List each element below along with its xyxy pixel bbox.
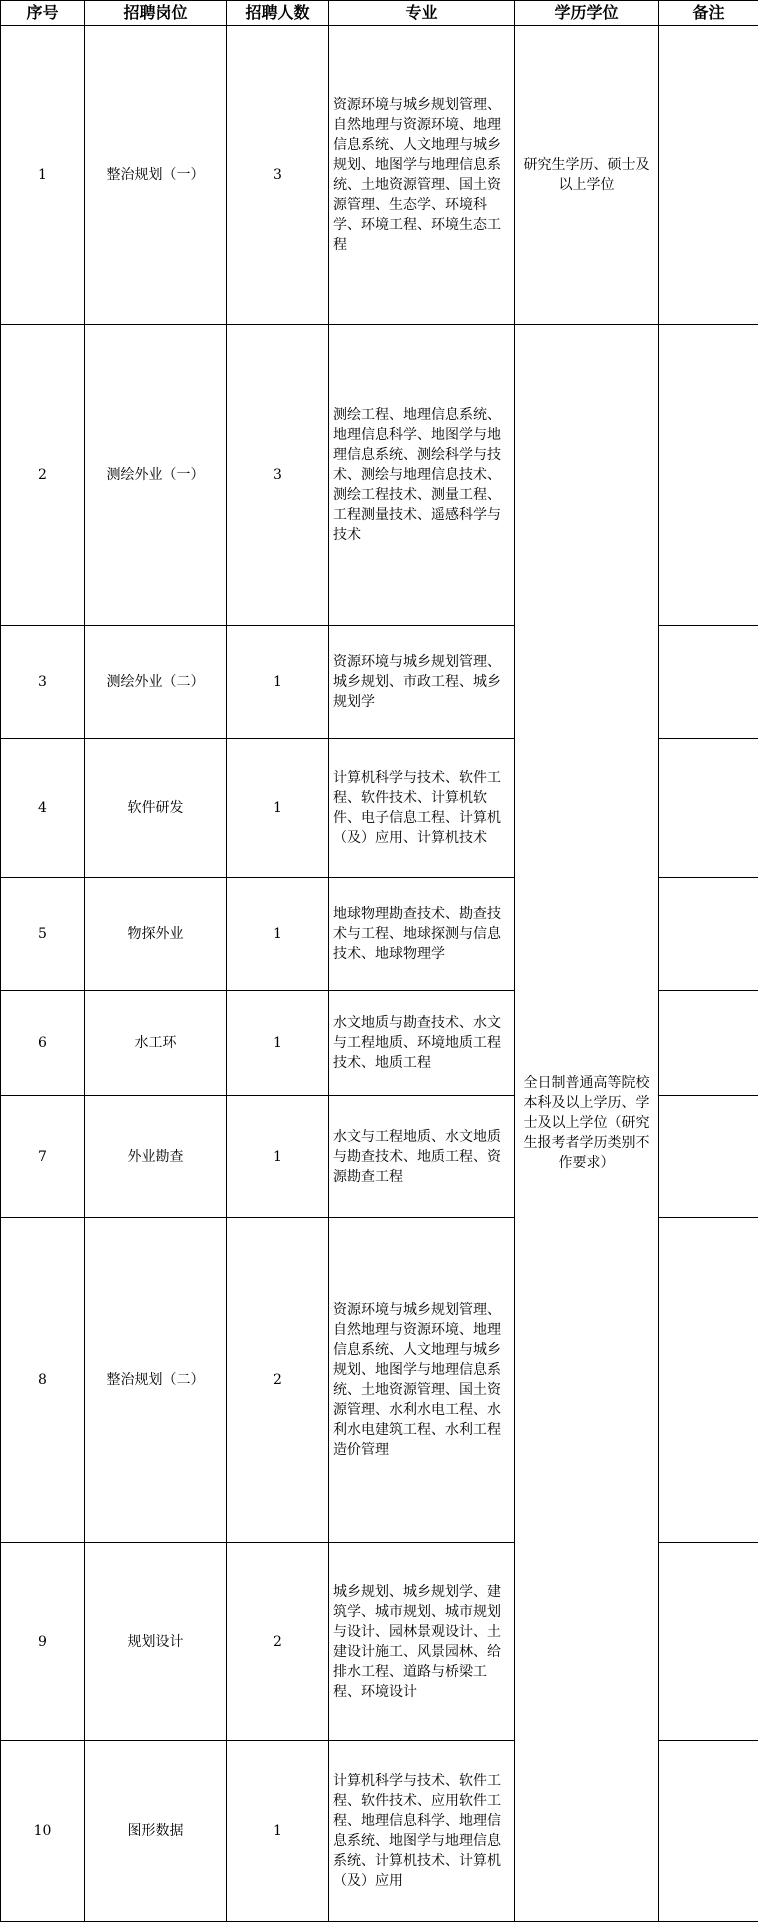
cell-seq: 5 [1, 878, 85, 991]
cell-note [659, 26, 758, 325]
cell-seq: 2 [1, 325, 85, 626]
cell-seq: 1 [1, 26, 85, 325]
cell-note [659, 739, 758, 878]
cell-note [659, 325, 758, 626]
cell-seq: 3 [1, 626, 85, 739]
cell-education-postgraduate: 研究生学历、硕士及以上学位 [515, 26, 659, 325]
cell-seq: 10 [1, 1741, 85, 1922]
cell-position: 软件研发 [85, 739, 227, 878]
cell-major: 水文地质与勘查技术、水文与工程地质、环境地质工程技术、地质工程 [329, 991, 515, 1096]
cell-count: 1 [227, 991, 329, 1096]
cell-major: 计算机科学与技术、软件工程、软件技术、应用软件工程、地理信息科学、地理信息系统、地图学与地理信息系统、计算机技术、计算机（及）应用 [329, 1741, 515, 1922]
cell-note [659, 1096, 758, 1218]
cell-count: 3 [227, 325, 329, 626]
cell-position: 物探外业 [85, 878, 227, 991]
cell-note [659, 878, 758, 991]
cell-position: 测绘外业（二） [85, 626, 227, 739]
cell-major: 水文与工程地质、水文地质与勘查技术、地质工程、资源勘查工程 [329, 1096, 515, 1218]
cell-count: 1 [227, 1096, 329, 1218]
cell-count: 1 [227, 878, 329, 991]
cell-seq: 8 [1, 1218, 85, 1543]
cell-count: 2 [227, 1218, 329, 1543]
header-position: 招聘岗位 [85, 1, 227, 26]
cell-position: 图形数据 [85, 1741, 227, 1922]
cell-note [659, 626, 758, 739]
cell-major: 资源环境与城乡规划管理、自然地理与资源环境、地理信息系统、人文地理与城乡规划、地图学与地理信息系统、土地资源管理、国土资源管理、水利水电工程、水利水电建筑工程、水利工程造价管理 [329, 1218, 515, 1543]
cell-count: 1 [227, 626, 329, 739]
cell-position: 整治规划（一） [85, 26, 227, 325]
cell-major: 测绘工程、地理信息系统、地理信息科学、地图学与地理信息系统、测绘科学与技术、测绘与地理信息技术、测绘工程技术、测量工程、工程测量技术、遥感科学与技术 [329, 325, 515, 626]
header-row [1, 1, 758, 26]
cell-position: 测绘外业（一） [85, 325, 227, 626]
cell-major: 城乡规划、城乡规划学、建筑学、城市规划、城市规划与设计、园林景观设计、土建设计施工、风景园林、给排水工程、道路与桥梁工程、环境设计 [329, 1543, 515, 1741]
cell-position: 规划设计 [85, 1543, 227, 1741]
header-seq: 序号 [1, 1, 85, 26]
cell-position: 水工环 [85, 991, 227, 1096]
header-major: 专业 [329, 1, 515, 26]
header-count: 招聘人数 [227, 1, 329, 26]
cell-count: 1 [227, 739, 329, 878]
cell-seq: 9 [1, 1543, 85, 1741]
cell-note [659, 1543, 758, 1741]
cell-note [659, 1741, 758, 1922]
cell-position: 整治规划（二） [85, 1218, 227, 1543]
cell-education-undergraduate: 全日制普通高等院校本科及以上学历、学士及以上学位（研究生报考者学历类别不作要求） [515, 325, 659, 1922]
table-row [1, 325, 758, 626]
cell-position: 外业勘查 [85, 1096, 227, 1218]
cell-note [659, 991, 758, 1096]
cell-count: 3 [227, 26, 329, 325]
cell-seq: 4 [1, 739, 85, 878]
table-row [1, 26, 758, 325]
cell-major: 资源环境与城乡规划管理、自然地理与资源环境、地理信息系统、人文地理与城乡规划、地图学与地理信息系统、土地资源管理、国土资源管理、生态学、环境科学、环境工程、环境生态工程 [329, 26, 515, 325]
cell-major: 资源环境与城乡规划管理、城乡规划、市政工程、城乡规划学 [329, 626, 515, 739]
cell-major: 计算机科学与技术、软件工程、软件技术、计算机软件、电子信息工程、计算机（及）应用、计算机技术 [329, 739, 515, 878]
cell-major: 地球物理勘查技术、勘查技术与工程、地球探测与信息技术、地球物理学 [329, 878, 515, 991]
cell-seq: 7 [1, 1096, 85, 1218]
header-education: 学历学位 [515, 1, 659, 26]
cell-count: 1 [227, 1741, 329, 1922]
cell-note [659, 1218, 758, 1543]
header-note: 备注 [659, 1, 758, 26]
cell-count: 2 [227, 1543, 329, 1741]
cell-seq: 6 [1, 991, 85, 1096]
